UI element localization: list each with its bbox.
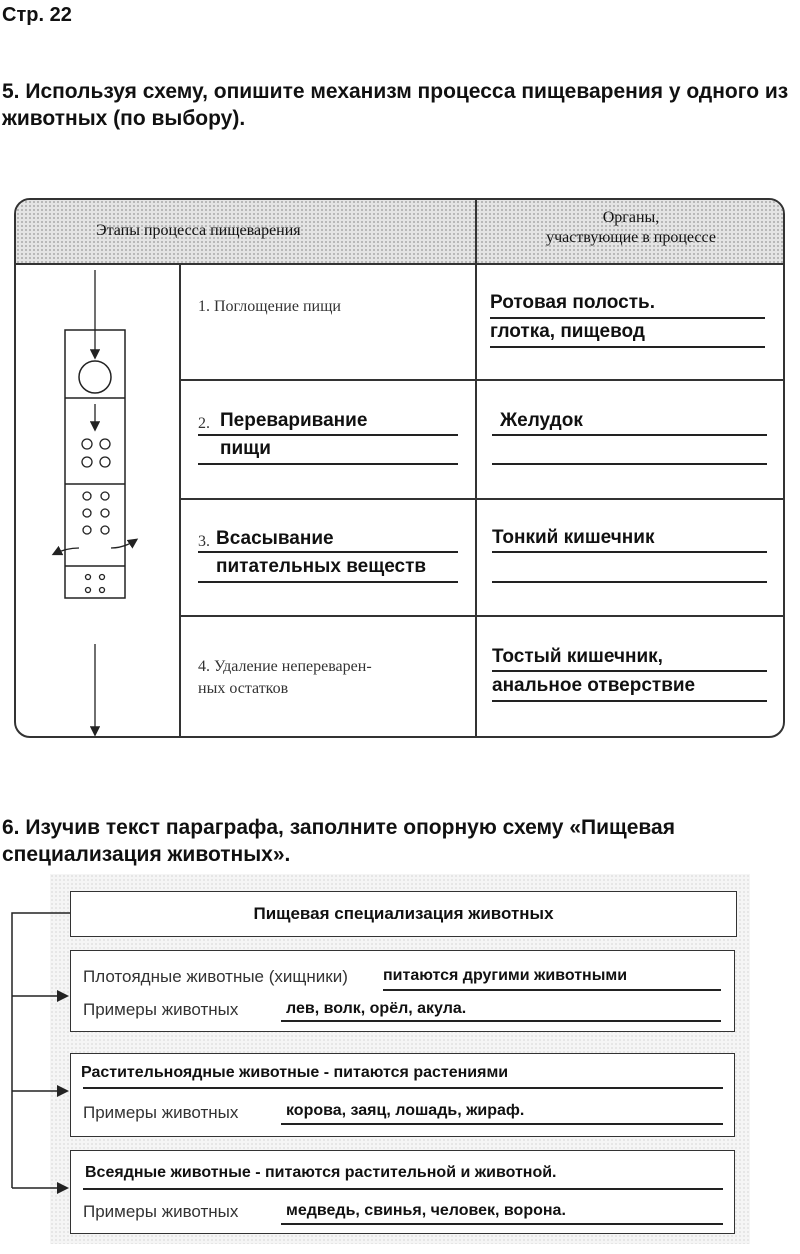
page-label: Стр. 22	[2, 4, 72, 26]
stage-2-num: 2.	[198, 415, 210, 432]
carnivores-answer[interactable]: питаются другими животными	[383, 967, 628, 984]
header-organs-line1: Органы,	[602, 209, 660, 226]
organs-1-line1[interactable]: Ротовая полость.	[490, 292, 655, 313]
task6-title: 6. Изучив текст параграфа, заполните опорную схему «Пищевая специализация животных».	[2, 816, 675, 866]
group-omnivores: Всеядные животные - питаются растительной и животной. Примеры животных медведь, свинья, человек, ворона.	[70, 1150, 735, 1234]
header-organs-line2: участвующие в процессе	[546, 229, 716, 246]
herbivores-examples[interactable]: корова, заяц, лошадь, жираф.	[286, 1102, 525, 1119]
stage-4: 4. Удаление непереварен- ных остатков	[198, 658, 372, 697]
stage-2-answer-line2[interactable]: пищи	[220, 438, 271, 459]
organs-2-line1[interactable]: Желудок	[500, 410, 583, 431]
digestion-table	[14, 198, 785, 738]
herbivores-answer[interactable]: Растительноядные животные - питаются растениями	[81, 1064, 509, 1081]
task5-title: 5. Используя схему, опишите механизм процесса пищеварения у одного из животных (по выбору).	[2, 80, 789, 130]
stage-3-answer-line1[interactable]: Всасывание	[216, 528, 334, 549]
group-herbivores: Растительноядные животные - питаются растениями Примеры животных корова, заяц, лошадь, жираф.	[70, 1053, 735, 1137]
stage-3-answer-line2[interactable]: питательных веществ	[216, 556, 427, 577]
omnivores-examples[interactable]: медведь, свинья, человек, ворона.	[286, 1202, 566, 1219]
stage-3-num: 3.	[198, 533, 210, 550]
group-carnivores: Плотоядные животные (хищники) питаются другими животными Примеры животных лев, волк, орёл, акула.	[70, 950, 735, 1032]
carnivores-examples[interactable]: лев, волк, орёл, акула.	[286, 1000, 467, 1017]
organs-3-line1[interactable]: Тонкий кишечник	[492, 527, 655, 548]
digestive-tract-diagram	[16, 264, 179, 738]
header-organs	[476, 208, 785, 248]
stage-1: 1. Поглощение пищи	[198, 298, 341, 315]
organs-1-line2[interactable]: глотка, пищевод	[490, 321, 645, 342]
scheme-header: Пищевая специализация животных	[70, 891, 737, 937]
organs-4-line1[interactable]: Тостый кишечник,	[492, 646, 663, 667]
organs-4-line2[interactable]: анальное отверствие	[492, 675, 696, 696]
stage-2-answer-line1[interactable]: Переваривание	[220, 410, 368, 431]
header-stages: Этапы процесса пищеварения	[96, 222, 301, 239]
omnivores-answer[interactable]: Всеядные животные - питаются растительной и животной.	[85, 1164, 557, 1181]
scheme-connector	[0, 880, 80, 1210]
